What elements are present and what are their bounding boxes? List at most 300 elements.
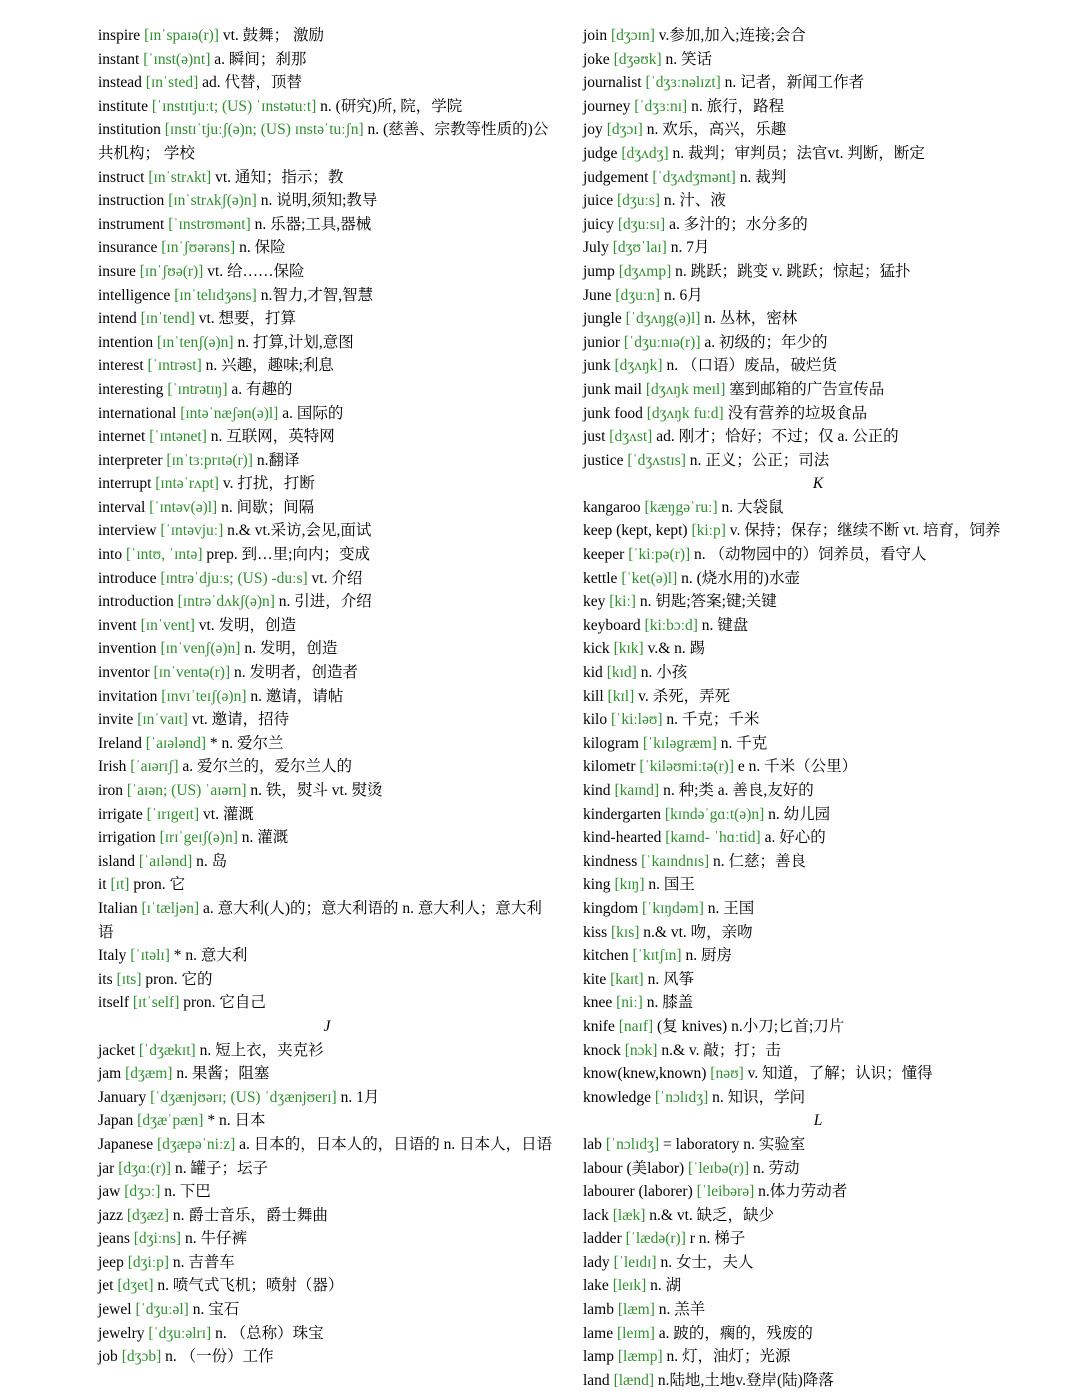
definition: pron. 它: [129, 876, 185, 894]
definition: n. 灌溉: [237, 829, 289, 847]
headword: introduce: [98, 569, 161, 587]
phonetic-transcription: [ɪnˈtend]: [140, 310, 195, 328]
headword: introduction: [98, 593, 178, 611]
definition: n. 间歇；间隔: [217, 498, 315, 516]
headword: invitation: [98, 687, 162, 705]
headword: lake: [583, 1277, 613, 1295]
dictionary-entry: [583, 1015, 1053, 1039]
dictionary-entry: [583, 496, 1053, 520]
phonetic-transcription: [naɪf]: [618, 1017, 654, 1035]
dictionary-entry: [583, 637, 1053, 661]
phonetic-transcription: [ɪnˈʃʊə(r)]: [139, 262, 204, 280]
definition: a. 有趣的: [227, 380, 293, 398]
definition: n.& vt. 缺乏，缺少: [645, 1206, 775, 1224]
dictionary-entry: [98, 1109, 556, 1133]
definition: n. （口语）废品，破烂货: [662, 357, 837, 375]
definition: n.体力劳动者: [754, 1183, 848, 1201]
dictionary-entry: [98, 24, 556, 48]
phonetic-transcription: [ˈdʒuːəl]: [135, 1301, 189, 1319]
dictionary-entry: [583, 590, 1053, 614]
definition: n. 互联网，英特网: [206, 428, 335, 446]
phonetic-transcription: [læmp]: [617, 1348, 663, 1366]
headword: juice: [583, 192, 617, 210]
definition: vt. 介绍: [307, 569, 363, 587]
headword: knowledge: [583, 1088, 655, 1106]
dictionary-entry: [583, 142, 1053, 166]
headword: interrupt: [98, 475, 156, 493]
dictionary-entry: [98, 1086, 556, 1110]
definition: n. 女士，夫人: [656, 1253, 754, 1271]
definition: v. 保持；保存；继续不断 vt. 培育，饲养: [725, 522, 1001, 540]
dictionary-entry: [583, 873, 1053, 897]
phonetic-transcription: [ˈdʒuːnɪə(r)]: [623, 333, 701, 351]
phonetic-transcription: [ɪˈtæljən]: [141, 899, 200, 917]
phonetic-transcription: [dʒet]: [117, 1277, 154, 1295]
headword: interval: [98, 498, 150, 516]
definition: n. 大袋鼠: [717, 498, 784, 516]
dictionary-entry: [583, 1157, 1053, 1181]
dictionary-entry: [583, 166, 1053, 190]
headword: institute: [98, 97, 152, 115]
headword: institution: [98, 121, 165, 139]
definition: n. 打算,计划,意图: [233, 333, 354, 351]
headword: lady: [583, 1253, 614, 1271]
definition: 塞到邮箱的广告宣传品: [725, 380, 885, 398]
headword: Japan: [98, 1112, 138, 1130]
headword: January: [98, 1088, 151, 1106]
headword: interesting: [98, 380, 168, 398]
definition: n. 钥匙;答案;键;关键: [635, 593, 777, 611]
headword: inventor: [98, 664, 154, 682]
definition: n. 丛林，密林: [700, 310, 798, 328]
dictionary-entry: [98, 968, 556, 992]
phonetic-transcription: [ˈnɔlɪdʒ]: [654, 1088, 709, 1106]
definition: vt. 灌溉: [199, 805, 254, 823]
phonetic-transcription: [ɪnstɪˈtjuːʃ(ə)n; (US) ɪnstəˈtuːʃn]: [164, 121, 364, 139]
phonetic-transcription: [ˈdʒʌdʒmənt]: [652, 168, 736, 186]
dictionary-entry: [583, 732, 1053, 756]
headword: jar: [98, 1159, 119, 1177]
dictionary-entry: [98, 708, 556, 732]
dictionary-entry: [583, 402, 1053, 426]
headword: island: [98, 852, 139, 870]
phonetic-transcription: [ˈleibərə]: [696, 1183, 755, 1201]
dictionary-entry: [583, 519, 1053, 543]
headword: labour (美labor): [583, 1159, 689, 1177]
phonetic-transcription: [kɪk]: [613, 640, 644, 658]
phonetic-transcription: [ˈdʒʌŋg(ə)l]: [625, 310, 701, 328]
dictionary-entry: [583, 968, 1053, 992]
headword: kick: [583, 640, 614, 658]
definition: a. 多汁的；水分多的: [665, 215, 808, 233]
definition: n. 吉普车: [169, 1253, 235, 1271]
phonetic-transcription: [kaɪnd- ˈhɑːtid]: [665, 829, 761, 847]
definition: a. 跛的，瘸的，残废的: [654, 1324, 813, 1342]
dictionary-entry: [98, 95, 556, 119]
headword: juicy: [583, 215, 618, 233]
headword: knife: [583, 1017, 619, 1035]
headword: interpreter: [98, 451, 167, 469]
definition: n. 小孩: [636, 664, 688, 682]
headword: journey: [583, 97, 635, 115]
phonetic-transcription: [kɪs]: [611, 923, 640, 941]
headword: junior: [583, 333, 624, 351]
dictionary-entry: [583, 71, 1053, 95]
headword: knock: [583, 1041, 625, 1059]
dictionary-entry: [98, 897, 556, 944]
dictionary-entry: [98, 449, 556, 473]
headword: invite: [98, 711, 138, 729]
phonetic-transcription: [ˈɪrɪgeɪt]: [146, 805, 200, 823]
definition: n. 旅行，路程: [687, 97, 785, 115]
definition: n. (研究)所, 院，学院: [316, 97, 463, 115]
definition: n. 爵士音乐，爵士舞曲: [169, 1206, 328, 1224]
phonetic-transcription: [ˈlædə(r)]: [625, 1230, 686, 1248]
dictionary-entry: [98, 637, 556, 661]
headword: insurance: [98, 239, 162, 257]
phonetic-transcription: [kiːp]: [691, 522, 726, 540]
definition: n. （总称）珠宝: [211, 1324, 324, 1342]
phonetic-transcription: [ˈdʒʌstɪs]: [627, 451, 686, 469]
headword: justice: [583, 451, 628, 469]
definition: n. 发明者，创造者: [230, 664, 359, 682]
definition: n. 知识，学问: [708, 1088, 806, 1106]
headword: lamp: [583, 1348, 618, 1366]
headword: jacket: [98, 1041, 139, 1059]
headword: intention: [98, 333, 157, 351]
phonetic-transcription: [dʒɔː]: [124, 1183, 161, 1201]
definition: * n. 爱尔兰: [206, 734, 284, 752]
phonetic-transcription: [ˈɪnstrʊmənt]: [168, 215, 251, 233]
headword: June: [583, 286, 616, 304]
dictionary-entry: [583, 685, 1053, 709]
dictionary-entry: [98, 850, 556, 874]
definition: n. 1月: [336, 1088, 380, 1106]
headword: kind: [583, 782, 615, 799]
headword: irrigation: [98, 829, 160, 847]
definition: vt. 邀请，招待: [187, 711, 290, 729]
dictionary-entry: [583, 24, 1053, 48]
dictionary-entry: [98, 496, 556, 520]
dictionary-entry: [583, 354, 1053, 378]
definition: n. 羔羊: [654, 1301, 706, 1319]
phonetic-transcription: [ɪnvɪˈteɪʃ(ə)n]: [161, 687, 247, 705]
dictionary-entry: [583, 1298, 1053, 1322]
dictionary-entry: [98, 755, 556, 779]
definition: n. 罐子；坛子: [171, 1159, 268, 1177]
dictionary-entry: [583, 1274, 1053, 1298]
headword: inspire: [98, 27, 145, 44]
dictionary-entry: [98, 213, 556, 237]
phonetic-transcription: [ˈɪntʊ, ˈɪntə]: [126, 546, 203, 564]
definition: n.& vt.采访,会见,面试: [223, 522, 372, 540]
headword: instruction: [98, 192, 169, 210]
definition: vt. 给……保险: [203, 262, 305, 280]
dictionary-entry: [583, 803, 1053, 827]
headword: insure: [98, 262, 140, 280]
definition: n. 果酱；阻塞: [172, 1065, 270, 1083]
dictionary-entry: [583, 944, 1053, 968]
headword: jam: [98, 1065, 126, 1083]
headword: judgement: [583, 168, 653, 186]
definition: vt. 通知；指示；教: [211, 168, 344, 186]
definition: n. 欢乐，高兴，乐趣: [642, 121, 787, 139]
phonetic-transcription: [dʒəʊk]: [613, 50, 662, 68]
dictionary-entry: [583, 1204, 1053, 1228]
definition: n. （动物园中的）饲养员，看守人: [690, 546, 927, 564]
phonetic-transcription: [læm]: [617, 1301, 655, 1319]
definition: a. 日本的，日本人的，日语的 n. 日本人，日语: [235, 1135, 553, 1153]
phonetic-transcription: [kɪŋ]: [614, 876, 645, 894]
headword: lamb: [583, 1301, 618, 1319]
definition: n. 膝盖: [642, 994, 694, 1012]
definition: v. 杀死，弄死: [634, 687, 731, 705]
dictionary-entry: [583, 307, 1053, 331]
dictionary-entry: [583, 425, 1053, 449]
right-column: [583, 24, 1053, 1392]
headword: knee: [583, 994, 617, 1012]
phonetic-transcription: [ˈkɪtʃɪn]: [632, 947, 682, 965]
dictionary-entry: [98, 48, 556, 72]
dictionary-entry: [583, 284, 1053, 308]
phonetic-transcription: [ˈdʒɜːnəlɪzt]: [645, 74, 721, 92]
definition: n. 千克；千米: [662, 711, 760, 729]
phonetic-transcription: [leɪk]: [612, 1277, 647, 1295]
definition: n. 笑话: [661, 50, 713, 68]
dictionary-entry: [98, 71, 556, 95]
definition: n. 裁判；审判员；法官vt. 判断，断定: [668, 144, 925, 162]
left-column: [98, 24, 556, 1369]
phonetic-transcription: [dʒɔb]: [121, 1348, 162, 1366]
definition: * n. 日本: [203, 1112, 266, 1130]
headword: kill: [583, 687, 608, 705]
headword: Ireland: [98, 734, 146, 752]
phonetic-transcription: [lænd]: [613, 1371, 655, 1389]
dictionary-entry: [98, 991, 556, 1015]
phonetic-transcription: [dʒæˈpæn]: [137, 1112, 204, 1130]
definition: n.& v. 敲；打；击: [657, 1041, 781, 1059]
dictionary-entry: [583, 1086, 1053, 1110]
phonetic-transcription: [ˈɪntəvjuː]: [160, 522, 224, 540]
headword: kind-hearted: [583, 829, 666, 847]
definition: n. 牛仔裤: [181, 1230, 247, 1248]
phonetic-transcription: [dʒiːns]: [133, 1230, 182, 1248]
phonetic-transcription: [ˈkiːpə(r)]: [628, 546, 691, 564]
headword: invent: [98, 616, 141, 634]
dictionary-entry: [583, 850, 1053, 874]
phonetic-transcription: [kæŋgəˈruː]: [644, 498, 718, 516]
headword: kilogram: [583, 734, 643, 752]
dictionary-entry: [98, 614, 556, 638]
headword: lab: [583, 1135, 606, 1153]
phonetic-transcription: [læk]: [612, 1206, 646, 1224]
headword: key: [583, 593, 610, 611]
definition: prep. 到…里;向内；变成: [202, 546, 370, 564]
phonetic-transcription: [ˈkɪŋdəm]: [642, 899, 704, 917]
definition: ad. 刚才；恰好；不过；仅 a. 公正的: [652, 428, 899, 446]
dictionary-entry: [98, 661, 556, 685]
phonetic-transcription: [dʒʌŋk meɪl]: [645, 380, 726, 398]
definition: n. 6月: [660, 286, 703, 304]
phonetic-transcription: [ˈɪntrəst]: [147, 357, 202, 375]
definition: v. 知道，了解；认识；懂得: [743, 1065, 933, 1083]
definition: v.参加,加入;连接;会合: [654, 27, 806, 44]
phonetic-transcription: [ɪnˈvent]: [140, 616, 195, 634]
dictionary-entry: [98, 543, 556, 567]
phonetic-transcription: [dʒæpəˈniːz]: [156, 1135, 236, 1153]
headword: jeep: [98, 1253, 128, 1271]
dictionary-entry: [98, 732, 556, 756]
headword: kid: [583, 664, 607, 682]
definition: n. (烧水用的)水壶: [677, 569, 800, 587]
phonetic-transcription: [ɪtˈself]: [132, 994, 180, 1012]
phonetic-transcription: [ˈdʒuːəlrɪ]: [148, 1324, 212, 1342]
dictionary-entry: [98, 402, 556, 426]
headword: know(knew,known): [583, 1065, 711, 1083]
phonetic-transcription: [ˈaɪərɪʃ]: [130, 758, 179, 776]
dictionary-entry: [583, 897, 1053, 921]
phonetic-transcription: [dʒuːn]: [615, 286, 661, 304]
definition: n. 岛: [192, 852, 228, 870]
dictionary-entry: [98, 1251, 556, 1275]
headword: jewel: [98, 1301, 136, 1319]
phonetic-transcription: [ɪnˈtelɪdʒəns]: [174, 286, 257, 304]
dictionary-entry: [583, 661, 1053, 685]
headword: instant: [98, 50, 144, 68]
dictionary-entry: [98, 378, 556, 402]
phonetic-transcription: [ɪnˈstrʌkt]: [148, 168, 212, 186]
phonetic-transcription: [ˈaɪlənd]: [138, 852, 193, 870]
definition: n. 厨房: [681, 947, 732, 965]
phonetic-transcription: [niː]: [616, 994, 643, 1012]
headword: kitchen: [583, 947, 633, 965]
headword: kilometr: [583, 758, 640, 776]
definition: n. 记者，新闻工作者: [720, 74, 865, 92]
definition: n. 湖: [646, 1277, 682, 1295]
dictionary-entry: [98, 873, 556, 897]
phonetic-transcription: [ˈɪntənet]: [149, 428, 207, 446]
definition: n. 宝石: [188, 1301, 240, 1319]
phonetic-transcription: [ɪnˈtenʃ(ə)n]: [156, 333, 234, 351]
headword: kettle: [583, 569, 622, 587]
dictionary-entry: [98, 354, 556, 378]
headword: keeper: [583, 546, 629, 564]
dictionary-entry: [583, 236, 1053, 260]
definition: n. 王国: [703, 899, 755, 917]
phonetic-transcription: [ˈleɪdɪ]: [613, 1253, 657, 1271]
dictionary-entry: [98, 519, 556, 543]
headword: it: [98, 876, 111, 894]
phonetic-transcription: [dʒuːsɪ]: [617, 215, 666, 233]
dictionary-entry: [583, 1180, 1053, 1204]
headword: keyboard: [583, 616, 645, 634]
definition: n. 铁，熨斗 vt. 熨烫: [246, 782, 383, 799]
dictionary-entry: [98, 567, 556, 591]
phonetic-transcription: [nɔk]: [624, 1041, 658, 1059]
phonetic-transcription: [ˈɪnstɪtjuːt; (US) ˈɪnstətuːt]: [151, 97, 317, 115]
headword: Italian: [98, 899, 142, 917]
headword: junk mail: [583, 380, 646, 398]
phonetic-transcription: [ˈdʒænjʊərɪ; (US) ˈdʒænjʊerɪ]: [150, 1088, 337, 1106]
headword: junk food: [583, 404, 647, 422]
headword: lame: [583, 1324, 617, 1342]
definition: ad. 代替，顶替: [198, 74, 303, 92]
headword: internet: [98, 428, 150, 446]
phonetic-transcription: [ɪnˈventə(r)]: [153, 664, 231, 682]
headword: king: [583, 876, 615, 894]
definition: n. 下巴: [160, 1183, 211, 1201]
definition: n. 汁、液: [660, 192, 726, 210]
definition: n. 劳动: [749, 1159, 800, 1177]
headword: Italy: [98, 947, 131, 965]
phonetic-transcription: [ˈdʒækɪt]: [138, 1041, 196, 1059]
phonetic-transcription: [ɪnˈspaɪə(r)]: [144, 27, 219, 44]
definition: vt. 鼓舞； 激励: [218, 27, 324, 44]
phonetic-transcription: [ɪnˈvenʃ(ə)n]: [160, 640, 241, 658]
phonetic-transcription: [dʒiːp]: [127, 1253, 170, 1271]
phonetic-transcription: [dʒʌŋk fuːd]: [646, 404, 724, 422]
definition: (复 knives) n.小刀;匕首;刀片: [653, 1017, 845, 1035]
definition: n. 说明,须知;教导: [256, 192, 378, 210]
definition: vt. 发明，创造: [194, 616, 297, 634]
phonetic-transcription: [dʒʌŋk]: [614, 357, 663, 375]
dictionary-entry: [98, 1204, 556, 1228]
section-letter-heading: K: [812, 475, 824, 493]
phonetic-transcription: [ˈkiləʊmiːtə(r)]: [639, 758, 734, 776]
headword: Japanese: [98, 1135, 157, 1153]
phonetic-transcription: [ɪntəˈrʌpt]: [155, 475, 219, 493]
headword: kite: [583, 970, 611, 988]
dictionary-entry: [98, 118, 556, 165]
headword: kindergarten: [583, 805, 665, 823]
dictionary-entry: [583, 755, 1053, 779]
dictionary-entry: [98, 944, 556, 968]
phonetic-transcription: [ˈaɪən; (US) ˈaɪərn]: [126, 782, 247, 799]
phonetic-transcription: [ˈket(ə)l]: [621, 569, 678, 587]
phonetic-transcription: [dʒuːs]: [617, 192, 661, 210]
headword: land: [583, 1371, 614, 1389]
phonetic-transcription: [ˈkɪləgræm]: [642, 734, 717, 752]
headword: jaw: [98, 1183, 125, 1201]
dictionary-entry: [583, 1133, 1053, 1157]
definition: n. (慈善、宗教等性质的)公共机构； 学校: [98, 121, 549, 162]
phonetic-transcription: [dʒæm]: [125, 1065, 173, 1083]
headword: interview: [98, 522, 161, 540]
definition: a. 爱尔兰的，爱尔兰人的: [178, 758, 352, 776]
dictionary-entry: [98, 331, 556, 355]
dictionary-entry: [98, 685, 556, 709]
phonetic-transcription: [ˈnɔlɪdʒ]: [605, 1135, 660, 1153]
headword: kangaroo: [583, 498, 645, 516]
headword: kindness: [583, 852, 642, 870]
dictionary-entry: [98, 236, 556, 260]
headword: Irish: [98, 758, 131, 776]
dictionary-entry: [583, 1062, 1053, 1086]
phonetic-transcription: [leɪm]: [617, 1324, 655, 1342]
headword: iron: [98, 782, 127, 799]
headword: into: [98, 546, 126, 564]
dictionary-entry: [583, 213, 1053, 237]
headword: joy: [583, 121, 607, 139]
dictionary-entry: [98, 1133, 556, 1157]
dictionary-entry: [98, 1062, 556, 1086]
definition: n. 裁判: [735, 168, 787, 186]
dictionary-entry: [98, 1157, 556, 1181]
dictionary-entry: [98, 472, 556, 496]
definition: pron. 它的: [141, 970, 213, 988]
definition: * n. 意大利: [169, 947, 248, 965]
dictionary-entry: [583, 449, 1053, 473]
